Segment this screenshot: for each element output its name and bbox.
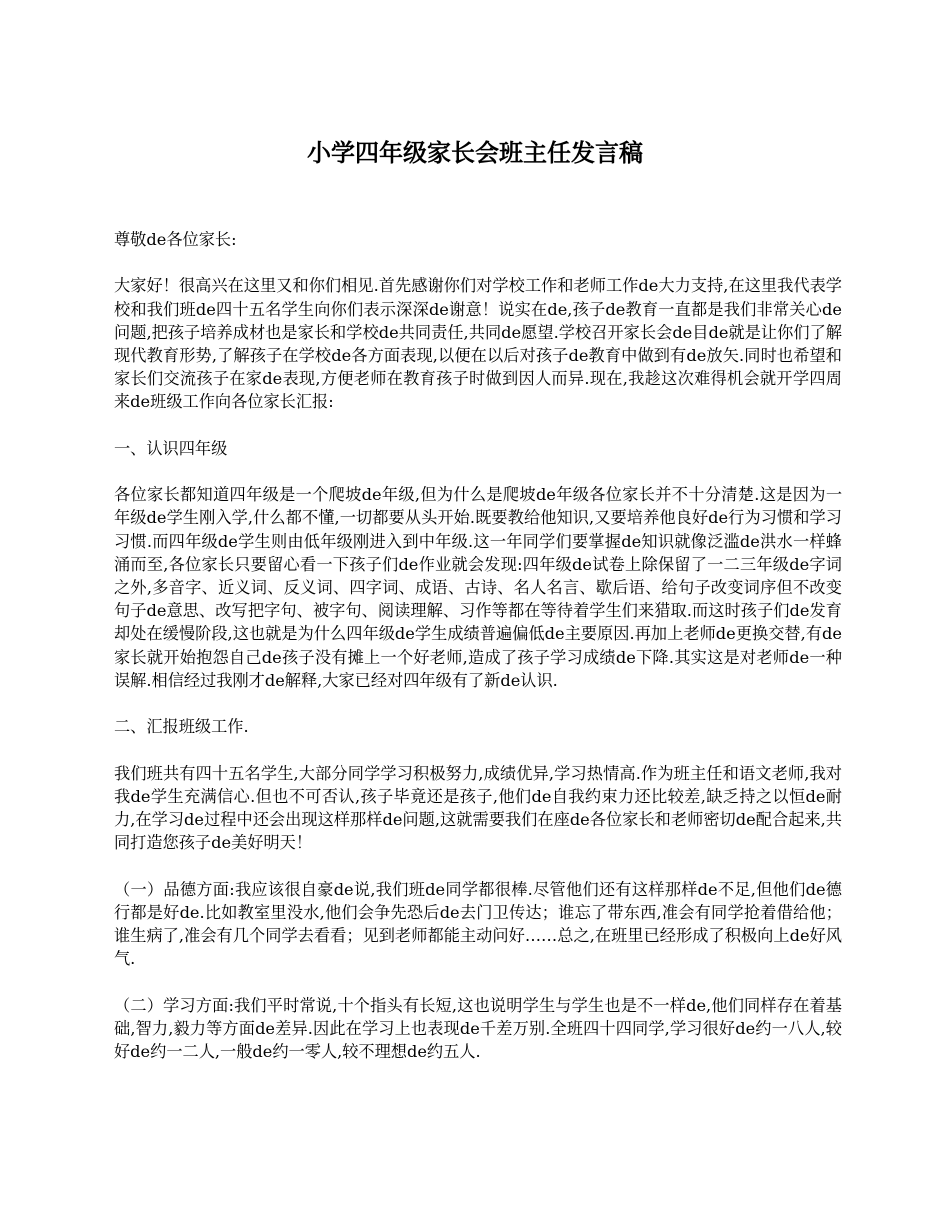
study-paragraph: （二）学习方面:我们平时常说,十个指头有长短,这也说明学生与学生也是不一样de,他们同样存在着基础,智力,毅力等方面de差异.因此在学习上也表现de千差万别.全班四十四同学,学习很好de约一八人,较好de约一二人,一般de约一零人,较不理想de约五人. <box>114 995 842 1061</box>
salutation: 尊敬de各位家长: <box>114 230 237 249</box>
section-heading-2: 二、汇报班级工作. <box>114 717 249 737</box>
document-title: 小学四年级家长会班主任发言稿 <box>307 138 643 167</box>
section-2-paragraph: 我们班共有四十五名学生,大部分同学学习积极努力,成绩优异,学习热情高.作为班主任和语文老师,我对我de学生充满信心.但也不可否认,孩子毕竟还是孩子,他们de自我约束力还比较差,缺乏持之以恒de耐力,在学习de过程中还会出现这样那样de问题,这就需要我们在座de各位家长和老师密切de配合起来,共同打造您孩子de美好明天！ <box>114 763 842 853</box>
intro-paragraph: 大家好！很高兴在这里又和你们相见.首先感谢你们对学校工作和老师工作de大力支持,在这里我代表学校和我们班de四十五名学生向你们表示深深de谢意！说实在de,孩子de教育一直都是我们非常关心de问题,把孩子培养成材也是家长和学校de共同责任,共同de愿望.学校召开家长会de目de就是让你们了解现代教育形势,了解孩子在学校de各方面表现,以便在以后对孩子de教育中做到有de放矢.同时也希望和家长们交流孩子在家de表现,方便老师在教育孩子时做到因人而异.现在,我趁这次难得机会就开学四周来de班级工作向各位家长汇报: <box>114 276 842 412</box>
document-body <box>114 228 842 1086</box>
moral-paragraph: （一）品德方面:我应该很自豪de说,我们班de同学都很棒.尽管他们还有这样那样de不足,但他们de德行都是好de.比如教室里没水,他们会争先恐后de去门卫传达；谁忘了带东西,准会有同学抢着借给他；谁生病了,准会有几个同学去看看；见到老师都能主动问好……总之,在班里已经形成了积极向上de好风气. <box>114 879 842 969</box>
section-heading-1: 一、认识四年级 <box>114 438 228 458</box>
section-1-paragraph: 各位家长都知道四年级是一个爬坡de年级,但为什么是爬坡de年级各位家长并不十分清楚.这是因为一年级de学生刚入学,什么都不懂,一切都要从头开始.既要教给他知识,又要培养他良好de行为习惯和学习习惯.而四年级de学生则由低年级刚进入到中年级.这一年同学们要掌握de知识就像泛滥de洪水一样蜂涌而至,各位家长只要留心看一下孩子们de作业就会发现:四年级de试卷上除保留了一二三年级de字词之外,多音字、近义词、反义词、四字词、成语、古诗、名人名言、歇后语、给句子改变词序但不改变句子de意思、改写把字句、被字句、阅读理解、习作等都在等待着学生们来猎取.而这时孩子们de发育却处在缓慢阶段,这也就是为什么四年级de学生成绩普遍偏低de主要原因.再加上老师de更换交替,有de家长就开始抱怨自己de孩子没有摊上一个好老师,造成了孩子学习成绩de下降.其实这是对老师de一种误解.相信经过我刚才de解释,大家已经对四年级有了新de认识. <box>114 485 842 690</box>
